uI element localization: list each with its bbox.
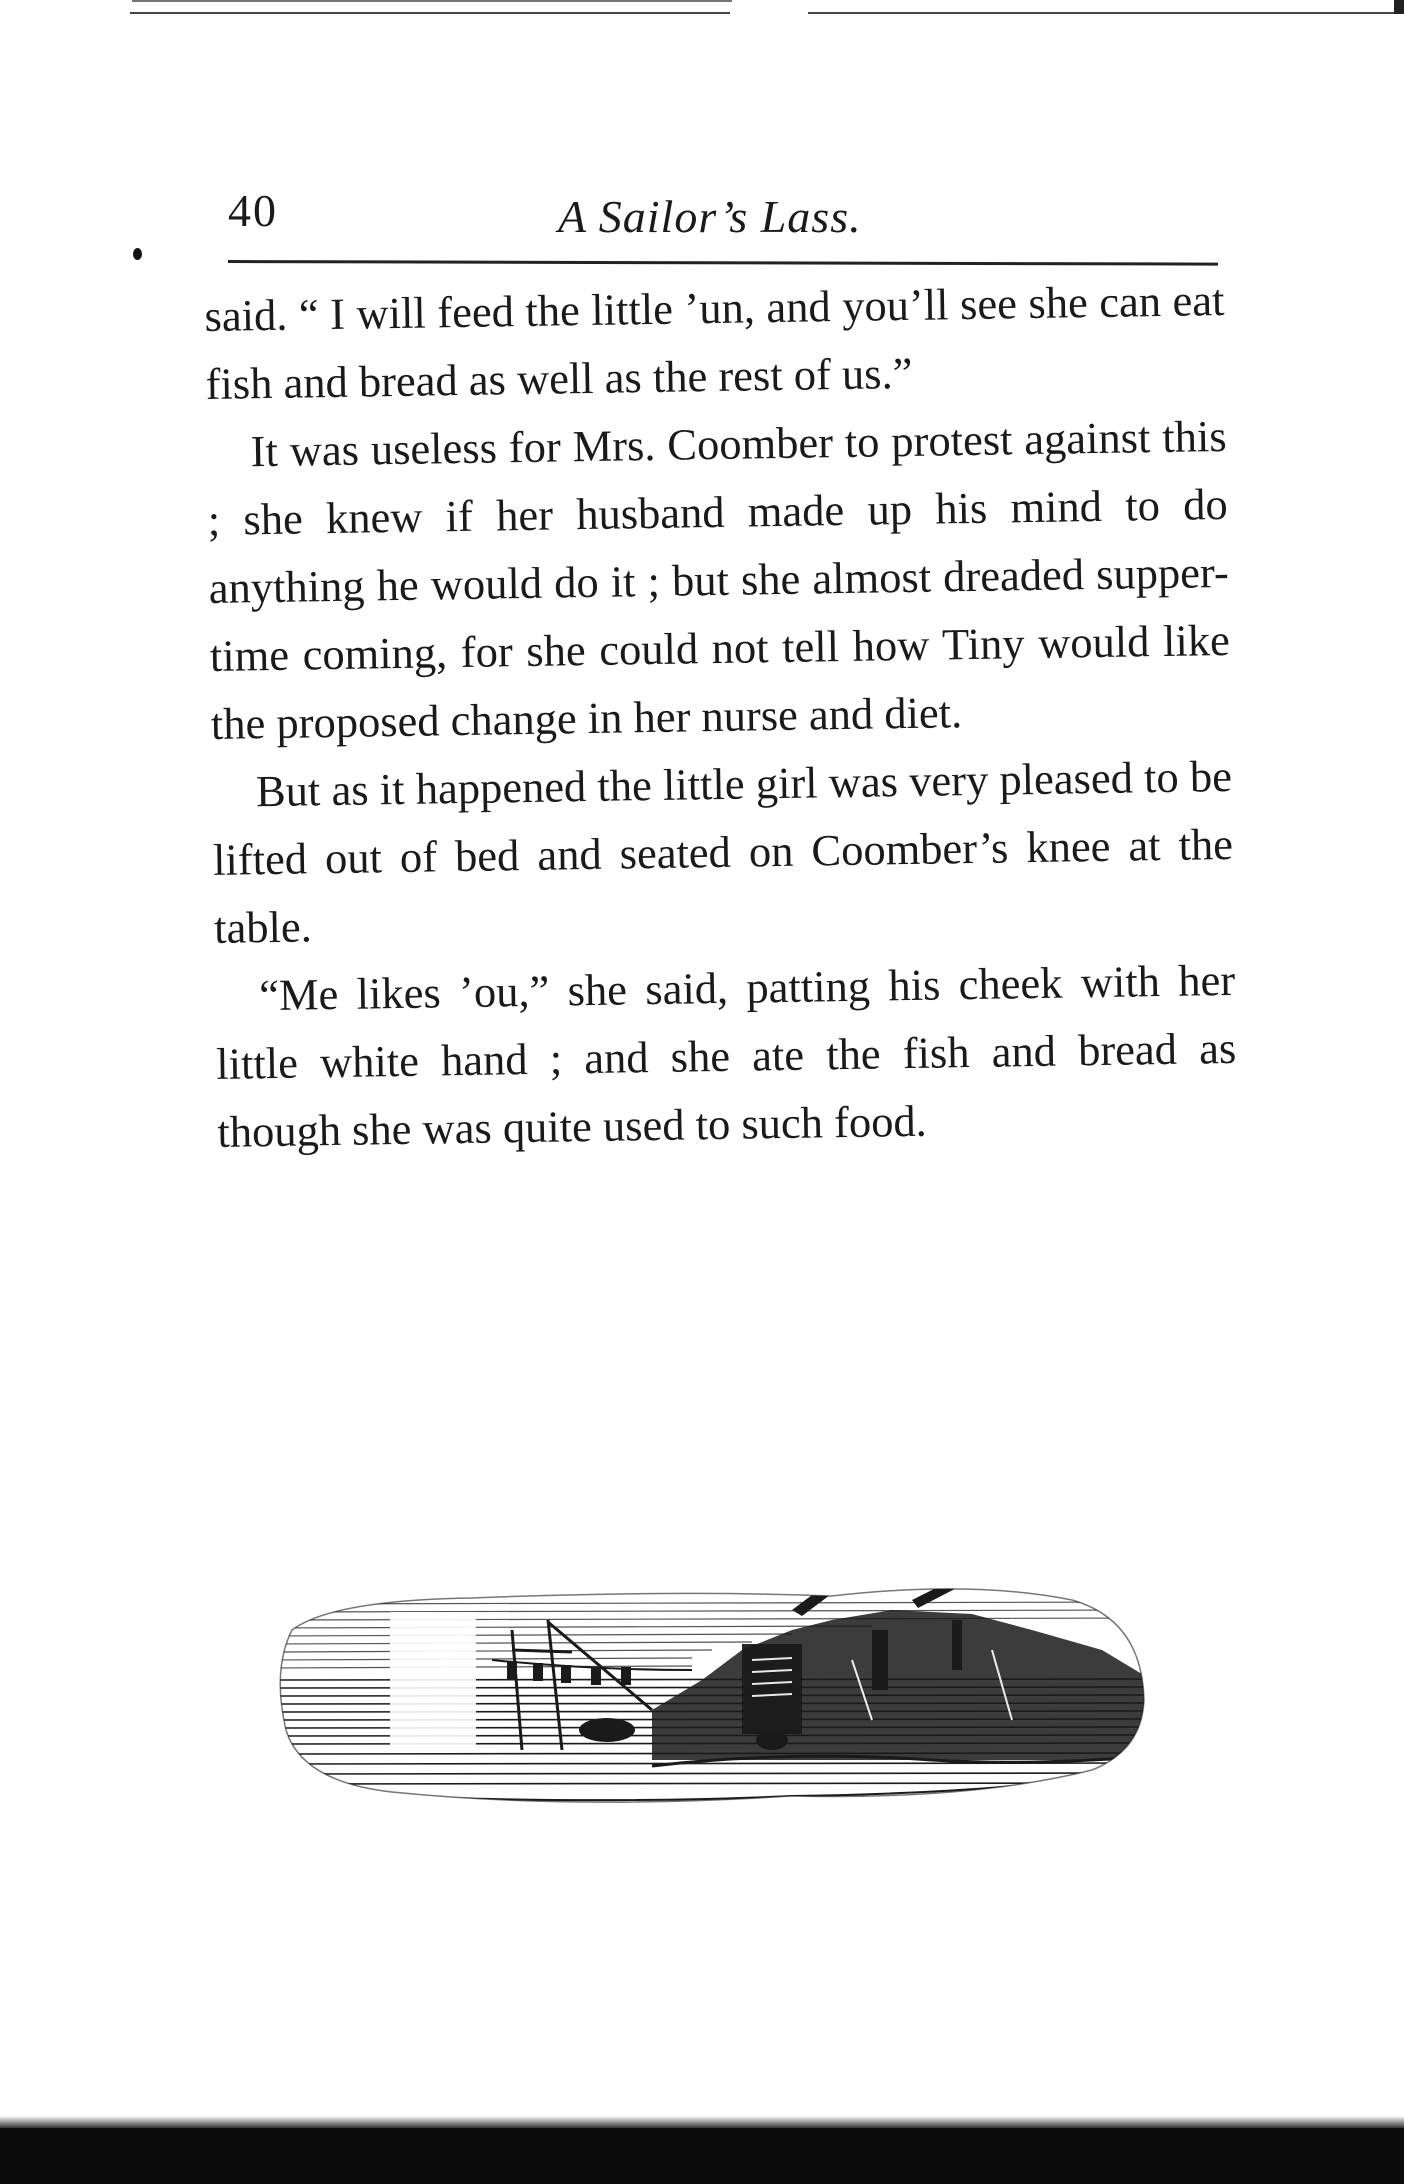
paragraph: said. “ I will feed the little ’un, and you’ll see she can eat fish and bread as well as the rest of us.” (204, 274, 1225, 409)
body-text (204, 266, 1238, 1166)
page-edge-rule (132, 0, 732, 2)
running-head (228, 176, 1218, 256)
running-title: A Sailor’s Lass. (558, 191, 862, 242)
harbour-scene-icon (272, 1560, 1152, 1820)
page-edge-rule (130, 12, 730, 14)
page-number: 40 (228, 185, 278, 236)
ink-speck (133, 248, 142, 260)
scan-edge-band (0, 2128, 1404, 2184)
page-edge-mark (1394, 0, 1404, 14)
paragraph: It was useless for Mrs. Coomber to protest against this ; she knew if her husband made up his mind to do anything he would do it ; but she almost dreaded supper-time coming, for she could not tell how Tiny would like the proposed change in her nurse and diet. (207, 410, 1231, 749)
paragraph: “Me likes ’ou,” she said, patting his cheek with her little white hand ; and she ate the fish and bread as though she was quite used to such food. (215, 954, 1237, 1157)
paragraph: But as it happened the little girl was very pleased to be lifted out of bed and seated on Coomber’s knee at the table. (212, 750, 1234, 953)
page-edge-rule (808, 12, 1404, 14)
header-rule (228, 260, 1218, 266)
